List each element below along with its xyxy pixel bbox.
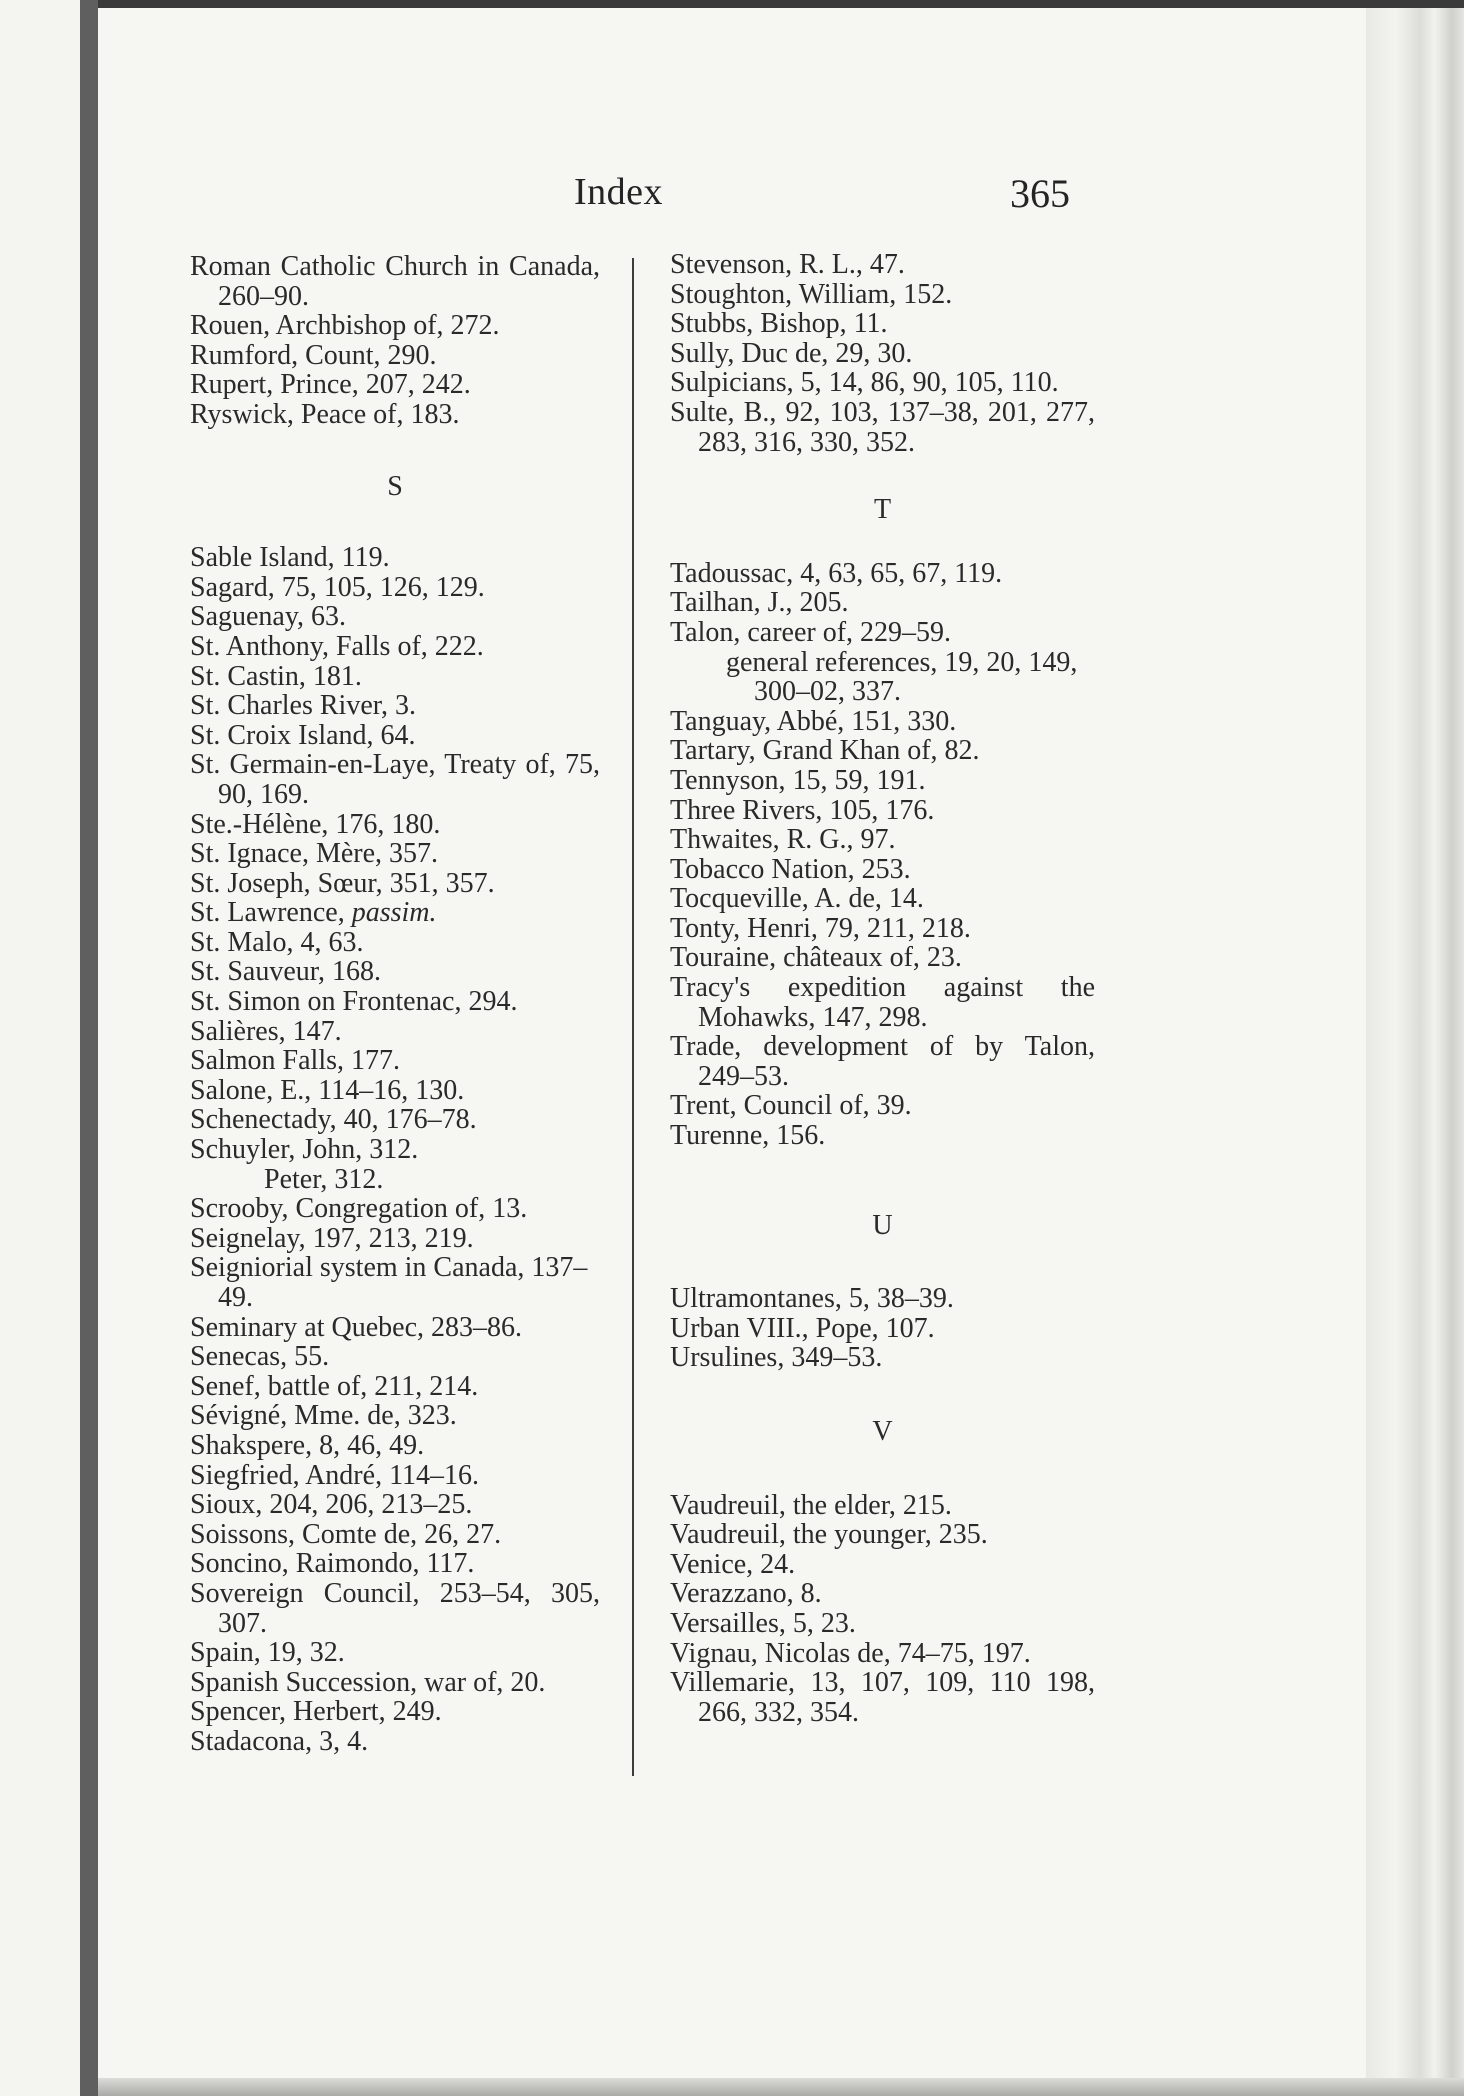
index-entry: St. Malo, 4, 63. bbox=[190, 926, 364, 958]
index-entry: Tartary, Grand Khan of, 82. bbox=[670, 735, 980, 767]
index-entry: Tadoussac, 4, 63, 65, 67, 119. bbox=[670, 557, 1003, 589]
index-entry: Shakspere, 8, 46, 49. bbox=[190, 1429, 425, 1461]
index-entry: Verazzano, 8. bbox=[670, 1578, 822, 1610]
index-entry: Turenne, 156. bbox=[670, 1120, 826, 1152]
index-entry: Seminary at Quebec, 283–86. bbox=[190, 1311, 523, 1343]
index-entry: Ryswick, Peace of, 183. bbox=[190, 398, 460, 430]
index-entry: Senecas, 55. bbox=[190, 1341, 330, 1373]
index-entry: Tracy's expedition against the Mohawks, 147, 298. bbox=[670, 972, 1095, 1033]
index-entry: St. Anthony, Falls of, 222. bbox=[190, 630, 484, 662]
section-letter-v: V bbox=[872, 1416, 893, 1447]
section-letter-t: T bbox=[873, 494, 892, 526]
index-entry: Senef, battle of, 211, 214. bbox=[190, 1370, 479, 1402]
index-entry: Sévigné, Mme. de, 323. bbox=[190, 1400, 457, 1432]
index-entry: Urban VIII., Pope, 107. bbox=[670, 1312, 935, 1344]
index-entry: Salières, 147. bbox=[190, 1015, 342, 1047]
book-gutter bbox=[80, 0, 98, 2096]
index-entry: St. Charles River, 3. bbox=[190, 690, 416, 722]
index-entry: Tobacco Nation, 253. bbox=[670, 853, 911, 885]
index-entry: Sagard, 75, 105, 126, 129. bbox=[190, 571, 485, 603]
index-entry: St. Joseph, Sœur, 351, 357. bbox=[190, 867, 495, 899]
index-entry: Sully, Duc de, 29, 30. bbox=[670, 337, 913, 369]
index-entry: Tonty, Henri, 79, 211, 218. bbox=[670, 912, 971, 944]
index-subentry: general references, 19, 20, 149, 300–02, 337. bbox=[726, 646, 1078, 708]
index-entry: Schenectady, 40, 176–78. bbox=[190, 1104, 477, 1136]
index-entry: Rumford, Count, 290. bbox=[190, 339, 437, 371]
index-entry: Sioux, 204, 206, 213–25. bbox=[190, 1489, 473, 1521]
index-entry: Sovereign Council, 253–54, 305, 307. bbox=[190, 1577, 600, 1639]
index-entry: Ste.-Hélène, 176, 180. bbox=[190, 808, 441, 840]
index-entry: Soissons, Comte de, 26, 27. bbox=[190, 1518, 502, 1550]
index-right-column bbox=[670, 250, 1095, 1727]
index-entry: Rouen, Archbishop of, 272. bbox=[190, 310, 500, 342]
index-entry: Tocqueville, A. de, 14. bbox=[670, 883, 924, 915]
index-entry: Seignelay, 197, 213, 219. bbox=[190, 1222, 474, 1254]
page-stack-edge bbox=[1366, 8, 1464, 2096]
top-border bbox=[0, 0, 1464, 8]
index-entry: Ultramontanes, 5, 38–39. bbox=[670, 1283, 954, 1315]
index-entry: Spencer, Herbert, 249. bbox=[190, 1696, 442, 1728]
index-entry: Sulte, B., 92, 103, 137–38, 201, 277, 283, 316, 330, 352. bbox=[670, 396, 1095, 458]
bottom-page-edge bbox=[98, 2078, 1464, 2096]
index-entry: Three Rivers, 105, 176. bbox=[670, 794, 935, 826]
index-entry: Stevenson, R. L., 47. bbox=[670, 249, 905, 280]
index-entry: St. Simon on Frontenac, 294. bbox=[190, 986, 518, 1018]
previous-page-margin bbox=[0, 0, 80, 2096]
index-entry: Soncino, Raimondo, 117. bbox=[190, 1548, 475, 1580]
index-entry: St. Croix Island, 64. bbox=[190, 719, 416, 751]
index-entry: Rupert, Prince, 207, 242. bbox=[190, 369, 471, 401]
index-entry-name: St. Lawrence, bbox=[190, 897, 352, 929]
index-entry: Touraine, châteaux of, 23. bbox=[670, 942, 962, 974]
index-entry: Vignau, Nicolas de, 74–75, 197. bbox=[670, 1637, 1031, 1669]
index-entry: Vaudreuil, the younger, 235. bbox=[670, 1519, 988, 1551]
index-entry: Tennyson, 15, 59, 191. bbox=[670, 764, 926, 796]
index-entry: Stubbs, Bishop, 11. bbox=[670, 308, 888, 340]
index-entry: Tailhan, J., 205. bbox=[670, 587, 849, 619]
index-subentry: Peter, 312. bbox=[264, 1163, 384, 1195]
index-entry: Spain, 19, 32. bbox=[190, 1637, 345, 1669]
index-entry bbox=[190, 898, 600, 928]
index-entry: St. Sauveur, 168. bbox=[190, 956, 381, 988]
section-letter-s: S bbox=[387, 470, 403, 502]
index-entry: St. Castin, 181. bbox=[190, 660, 362, 692]
page-number: 365 bbox=[1010, 171, 1070, 216]
index-entry: Vaudreuil, the elder, 215. bbox=[670, 1489, 952, 1521]
index-entry: Roman Catholic Church in Canada, 260–90. bbox=[190, 251, 600, 312]
index-entry: Schuyler, John, 312. bbox=[190, 1134, 419, 1166]
index-entry: Siegfried, André, 114–16. bbox=[190, 1459, 480, 1491]
column-divider bbox=[632, 258, 634, 1776]
index-entry: Spanish Succession, war of, 20. bbox=[190, 1666, 546, 1698]
index-entry: Ursulines, 349–53. bbox=[670, 1342, 883, 1374]
index-entry: Versailles, 5, 23. bbox=[670, 1607, 856, 1639]
index-entry: Trent, Council of, 39. bbox=[670, 1090, 912, 1122]
index-left-column bbox=[190, 252, 600, 1757]
index-entry: Stadacona, 3, 4. bbox=[190, 1725, 369, 1757]
running-head-title: Index bbox=[574, 171, 664, 213]
index-entry: Tanguay, Abbé, 151, 330. bbox=[670, 705, 957, 737]
section-letter-u: U bbox=[872, 1209, 893, 1241]
index-entry: Stoughton, William, 152. bbox=[670, 278, 953, 310]
index-entry: St. Germain-en-Laye, Treaty of, 75, 90, 169. bbox=[190, 749, 600, 810]
index-entry: Sulpicians, 5, 14, 86, 90, 105, 110. bbox=[670, 367, 1059, 399]
index-entry-passim: passim. bbox=[351, 897, 437, 929]
index-entry: Salmon Falls, 177. bbox=[190, 1045, 401, 1077]
index-entry: Talon, career of, 229–59. bbox=[670, 616, 952, 648]
index-entry: Venice, 24. bbox=[670, 1548, 796, 1580]
index-entry: Thwaites, R. G., 97. bbox=[670, 824, 896, 856]
index-entry: St. Ignace, Mère, 357. bbox=[190, 838, 439, 870]
index-entry: Salone, E., 114–16, 130. bbox=[190, 1074, 465, 1106]
index-entry: Scrooby, Congregation of, 13. bbox=[190, 1193, 528, 1225]
index-entry: Sable Island, 119. bbox=[190, 542, 390, 574]
index-entry: Trade, development of by Talon, 249–53. bbox=[670, 1031, 1095, 1092]
index-entry: Villemarie, 13, 107, 109, 110 198, 266, 332, 354. bbox=[670, 1667, 1095, 1728]
index-entry: Seigniorial system in Canada, 137–49. bbox=[190, 1252, 588, 1313]
index-entry: Saguenay, 63. bbox=[190, 601, 347, 633]
